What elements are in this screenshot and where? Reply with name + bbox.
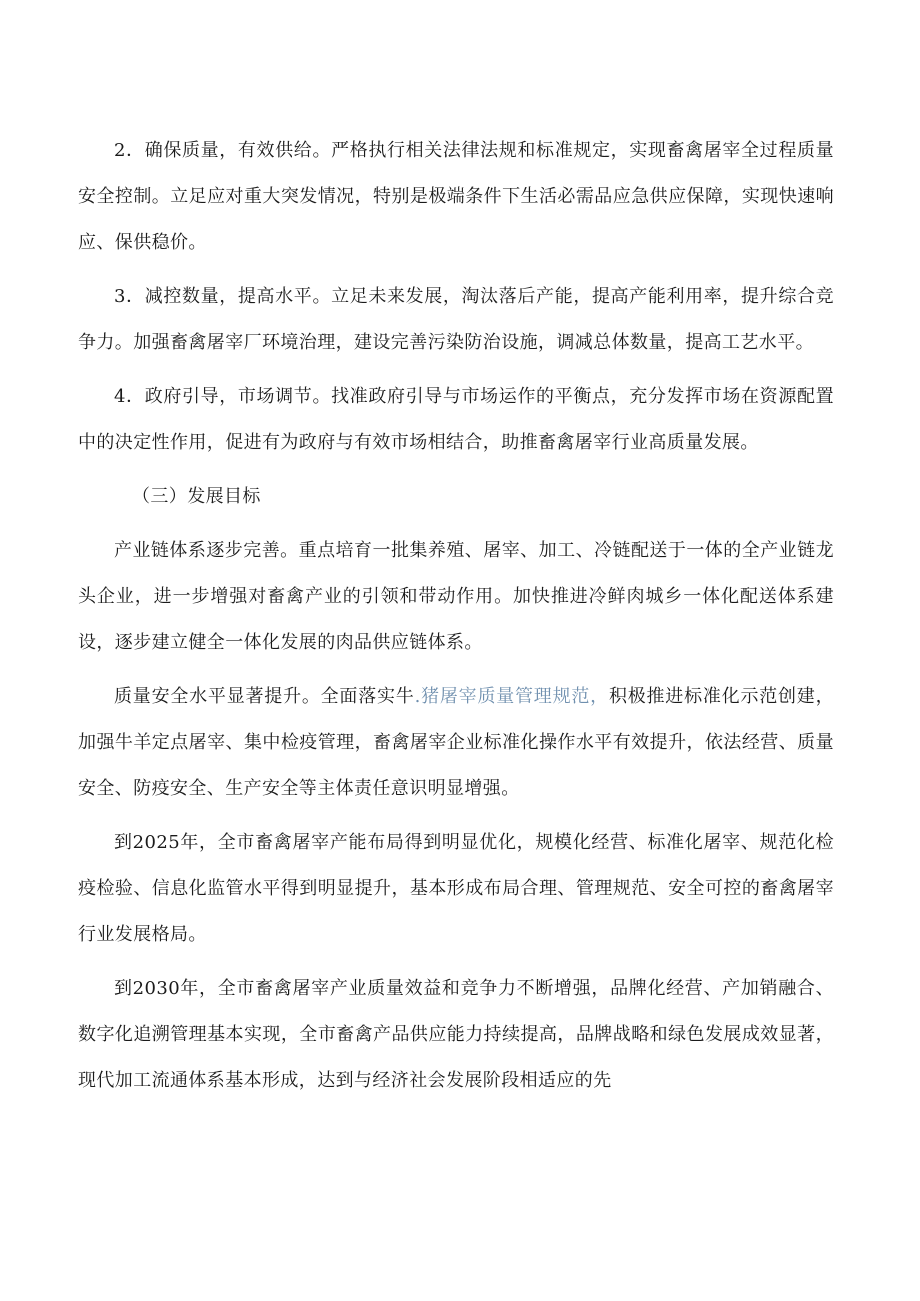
goal-2030-paragraph: 到2030年，全市畜禽屠宰产业质量效益和竞争力不断增强，品牌化经营、产加销融合、数字化追溯管理基本实现，全市畜禽产品供应能力持续提高，品牌战略和绿色发展成效显著，现代加工流通体系基本形成，达到与经济社会发展阶段相适应的先 bbox=[78, 978, 834, 1091]
industry-chain-paragraph: 产业链体系逐步完善。重点培育一批集养殖、屠宰、加工、冷链配送于一体的全产业链龙头企业，进一步增强对畜禽产业的引领和带动作用。加快推进冷鲜肉城乡一体化配送体系建设，逐步建立健全一体化发展的肉品供应链体系。 bbox=[78, 540, 834, 653]
principle-2-paragraph: 2．确保质量，有效供给。严格执行相关法律法规和标准规定，实现畜禽屠宰全过程质量安全控制。立足应对重大突发情况，特别是极端条件下生活必需品应急供应保障，实现快速响应、保供稳价。 bbox=[78, 140, 834, 253]
regulation-link[interactable]: .猪屠宰质量管理规范， bbox=[414, 686, 609, 707]
principle-3-paragraph: 3．减控数量，提高水平。立足未来发展，淘汰落后产能，提高产能利用率，提升综合竞争力。加强畜禽屠宰厂环境治理，建设完善污染防治设施，调减总体数量，提高工艺水平。 bbox=[78, 286, 834, 353]
document-body bbox=[78, 128, 834, 1112]
section-heading-development-goals: （三）发展目标 bbox=[132, 486, 261, 507]
quality-text-before: 质量安全水平显著提升。全面落实牛 bbox=[114, 686, 415, 707]
principle-4-paragraph: 4．政府引导，市场调节。找准政府引导与市场运作的平衡点，充分发挥市场在资源配置中的决定性作用，促进有为政府与有效市场相结合，助推畜禽屠宰行业高质量发展。 bbox=[78, 386, 834, 453]
quality-safety-paragraph bbox=[78, 674, 834, 812]
goal-2025-paragraph: 到2025年，全市畜禽屠宰产能布局得到明显优化，规模化经营、标准化屠宰、规范化检疫检验、信息化监管水平得到明显提升，基本形成布局合理、管理规范、安全可控的畜禽屠宰行业发展格局。 bbox=[78, 832, 834, 945]
quality-text-after: 积极推进标准化示范创建，加强牛羊定点屠宰、集中检疫管理，畜禽屠宰企业标准化操作水平有效提升，依法经营、质量安全、防疫安全、生产安全等主体责任意识明显增强。 bbox=[78, 686, 834, 799]
